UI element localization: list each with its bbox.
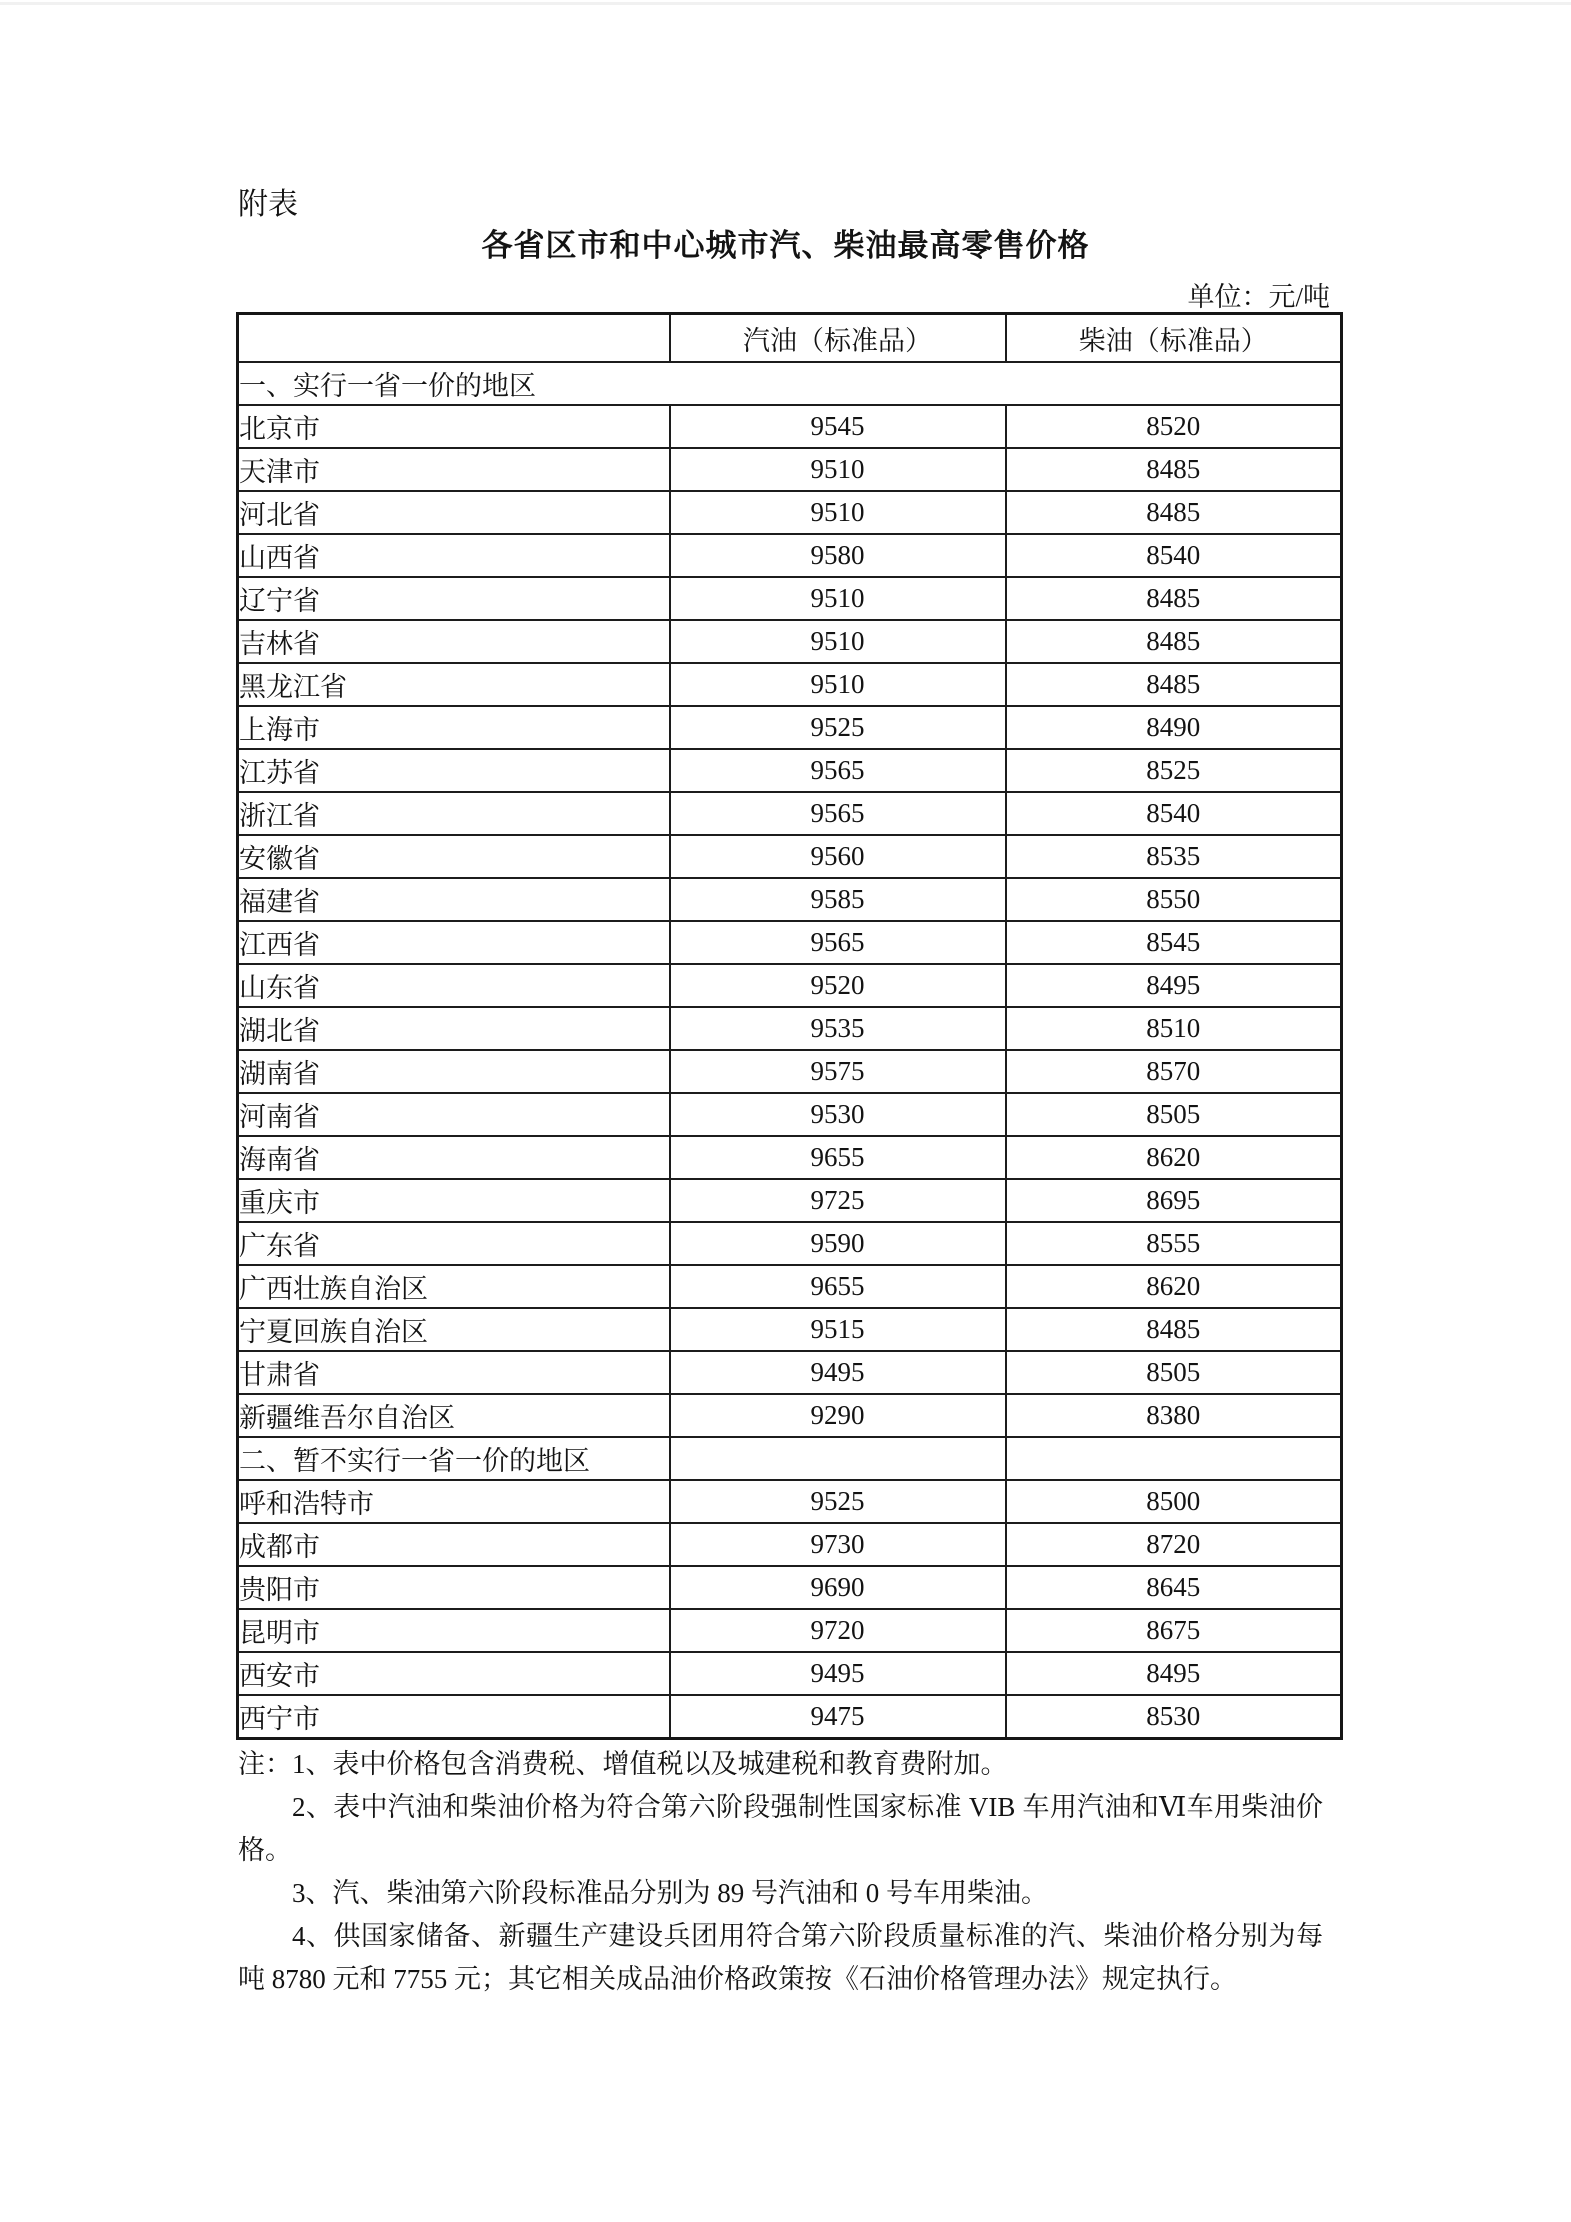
region-name: 广东省 — [238, 1222, 670, 1265]
empty-cell — [670, 1437, 1006, 1480]
price-row — [238, 448, 1342, 491]
region-name: 上海市 — [238, 706, 670, 749]
section-heading: 一、实行一省一价的地区 — [238, 362, 1342, 405]
gasoline-price: 9510 — [670, 620, 1006, 663]
diesel-price: 8675 — [1006, 1609, 1342, 1652]
gasoline-price: 9575 — [670, 1050, 1006, 1093]
region-name: 重庆市 — [238, 1179, 670, 1222]
diesel-price: 8550 — [1006, 878, 1342, 921]
note-line-2: 2、表中汽油和柴油价格为符合第六阶段强制性国家标准 VIB 车用汽油和Ⅵ车用柴油价格。 — [238, 1792, 1323, 1865]
price-row — [238, 1394, 1342, 1437]
diesel-price: 8505 — [1006, 1093, 1342, 1136]
gasoline-price: 9590 — [670, 1222, 1006, 1265]
diesel-price: 8535 — [1006, 835, 1342, 878]
region-name: 吉林省 — [238, 620, 670, 663]
diesel-price: 8645 — [1006, 1566, 1342, 1609]
diesel-column-header: 柴油（标准品） — [1006, 314, 1342, 363]
diesel-price: 8530 — [1006, 1695, 1342, 1739]
gasoline-price: 9690 — [670, 1566, 1006, 1609]
price-row — [238, 1523, 1342, 1566]
price-row — [238, 1222, 1342, 1265]
unit-note: 单位：元/吨 — [1187, 282, 1330, 312]
section-heading-row — [238, 362, 1342, 405]
gasoline-price: 9545 — [670, 405, 1006, 448]
region-name: 黑龙江省 — [238, 663, 670, 706]
region-name: 成都市 — [238, 1523, 670, 1566]
price-row — [238, 749, 1342, 792]
region-name: 贵阳市 — [238, 1566, 670, 1609]
region-name: 宁夏回族自治区 — [238, 1308, 670, 1351]
note-line-4: 4、供国家储备、新疆生产建设兵团用符合第六阶段质量标准的汽、柴油价格分别为每吨 8780 元和 7755 元；其它相关成品油价格政策按《石油价格管理办法》规定执行。 — [238, 1921, 1323, 1994]
region-name: 西安市 — [238, 1652, 670, 1695]
price-row — [238, 663, 1342, 706]
price-row — [238, 1566, 1342, 1609]
region-name: 湖北省 — [238, 1007, 670, 1050]
price-row — [238, 1136, 1342, 1179]
diesel-price: 8695 — [1006, 1179, 1342, 1222]
region-name: 江苏省 — [238, 749, 670, 792]
diesel-price: 8495 — [1006, 964, 1342, 1007]
diesel-price: 8620 — [1006, 1265, 1342, 1308]
price-row — [238, 878, 1342, 921]
note-line-3: 3、汽、柴油第六阶段标准品分别为 89 号汽油和 0 号车用柴油。 — [292, 1878, 1048, 1908]
diesel-price: 8555 — [1006, 1222, 1342, 1265]
diesel-price: 8495 — [1006, 1652, 1342, 1695]
diesel-price: 8540 — [1006, 792, 1342, 835]
region-name: 天津市 — [238, 448, 670, 491]
price-row — [238, 1265, 1342, 1308]
region-name: 辽宁省 — [238, 577, 670, 620]
price-row — [238, 964, 1342, 1007]
diesel-price: 8505 — [1006, 1351, 1342, 1394]
region-name: 甘肃省 — [238, 1351, 670, 1394]
price-row — [238, 1050, 1342, 1093]
region-name: 昆明市 — [238, 1609, 670, 1652]
gasoline-price: 9585 — [670, 878, 1006, 921]
price-row — [238, 706, 1342, 749]
gasoline-price: 9510 — [670, 491, 1006, 534]
price-row — [238, 1480, 1342, 1523]
price-table — [236, 312, 1343, 1740]
gasoline-price: 9655 — [670, 1136, 1006, 1179]
gasoline-price: 9535 — [670, 1007, 1006, 1050]
region-name: 山东省 — [238, 964, 670, 1007]
price-row — [238, 921, 1342, 964]
diesel-price: 8485 — [1006, 491, 1342, 534]
gasoline-price: 9520 — [670, 964, 1006, 1007]
diesel-price: 8485 — [1006, 577, 1342, 620]
price-row — [238, 577, 1342, 620]
region-name: 福建省 — [238, 878, 670, 921]
price-row — [238, 534, 1342, 577]
gasoline-price: 9510 — [670, 577, 1006, 620]
region-name: 浙江省 — [238, 792, 670, 835]
diesel-price: 8510 — [1006, 1007, 1342, 1050]
gasoline-price: 9515 — [670, 1308, 1006, 1351]
price-row — [238, 491, 1342, 534]
empty-cell — [1006, 1437, 1342, 1480]
gasoline-price: 9290 — [670, 1394, 1006, 1437]
region-name: 河北省 — [238, 491, 670, 534]
gasoline-price: 9510 — [670, 448, 1006, 491]
diesel-price: 8485 — [1006, 1308, 1342, 1351]
region-name: 西宁市 — [238, 1695, 670, 1739]
price-row — [238, 792, 1342, 835]
gasoline-price: 9495 — [670, 1652, 1006, 1695]
region-name: 山西省 — [238, 534, 670, 577]
price-row — [238, 1351, 1342, 1394]
gasoline-price: 9495 — [670, 1351, 1006, 1394]
diesel-price: 8540 — [1006, 534, 1342, 577]
diesel-price: 8545 — [1006, 921, 1342, 964]
diesel-price: 8620 — [1006, 1136, 1342, 1179]
document-title: 各省区市和中心城市汽、柴油最高零售价格 — [481, 228, 1090, 263]
gasoline-price: 9730 — [670, 1523, 1006, 1566]
region-name: 北京市 — [238, 405, 670, 448]
gasoline-price: 9725 — [670, 1179, 1006, 1222]
region-name: 海南省 — [238, 1136, 670, 1179]
page-top-edge — [0, 2, 1571, 5]
region-name: 呼和浩特市 — [238, 1480, 670, 1523]
diesel-price: 8485 — [1006, 620, 1342, 663]
diesel-price: 8500 — [1006, 1480, 1342, 1523]
gasoline-price: 9565 — [670, 921, 1006, 964]
gasoline-price: 9560 — [670, 835, 1006, 878]
diesel-price: 8520 — [1006, 405, 1342, 448]
diesel-price: 8525 — [1006, 749, 1342, 792]
price-row — [238, 1609, 1342, 1652]
gasoline-price: 9530 — [670, 1093, 1006, 1136]
region-name: 安徽省 — [238, 835, 670, 878]
price-row — [238, 405, 1342, 448]
gasoline-column-header: 汽油（标准品） — [670, 314, 1006, 363]
region-name: 江西省 — [238, 921, 670, 964]
price-row — [238, 1308, 1342, 1351]
price-row — [238, 1093, 1342, 1136]
price-row — [238, 835, 1342, 878]
appendix-label: 附表 — [238, 188, 298, 221]
section-heading: 二、暂不实行一省一价的地区 — [238, 1437, 670, 1480]
price-row — [238, 1695, 1342, 1739]
price-row — [238, 1652, 1342, 1695]
gasoline-price: 9525 — [670, 1480, 1006, 1523]
notes-block — [238, 1743, 1323, 2001]
table-header-row — [238, 314, 1342, 363]
region-name: 河南省 — [238, 1093, 670, 1136]
gasoline-price: 9475 — [670, 1695, 1006, 1739]
section-heading-row — [238, 1437, 1342, 1480]
region-name: 广西壮族自治区 — [238, 1265, 670, 1308]
price-row — [238, 620, 1342, 663]
gasoline-price: 9510 — [670, 663, 1006, 706]
gasoline-price: 9580 — [670, 534, 1006, 577]
gasoline-price: 9720 — [670, 1609, 1006, 1652]
diesel-price: 8720 — [1006, 1523, 1342, 1566]
price-row — [238, 1007, 1342, 1050]
diesel-price: 8485 — [1006, 448, 1342, 491]
region-name: 湖南省 — [238, 1050, 670, 1093]
note-line-1: 注：1、表中价格包含消费税、增值税以及城建税和教育费附加。 — [238, 1749, 1008, 1779]
gasoline-price: 9565 — [670, 792, 1006, 835]
gasoline-price: 9565 — [670, 749, 1006, 792]
region-name: 新疆维吾尔自治区 — [238, 1394, 670, 1437]
diesel-price: 8485 — [1006, 663, 1342, 706]
diesel-price: 8570 — [1006, 1050, 1342, 1093]
diesel-price: 8380 — [1006, 1394, 1342, 1437]
gasoline-price: 9525 — [670, 706, 1006, 749]
region-column-header — [238, 314, 670, 363]
diesel-price: 8490 — [1006, 706, 1342, 749]
price-row — [238, 1179, 1342, 1222]
gasoline-price: 9655 — [670, 1265, 1006, 1308]
